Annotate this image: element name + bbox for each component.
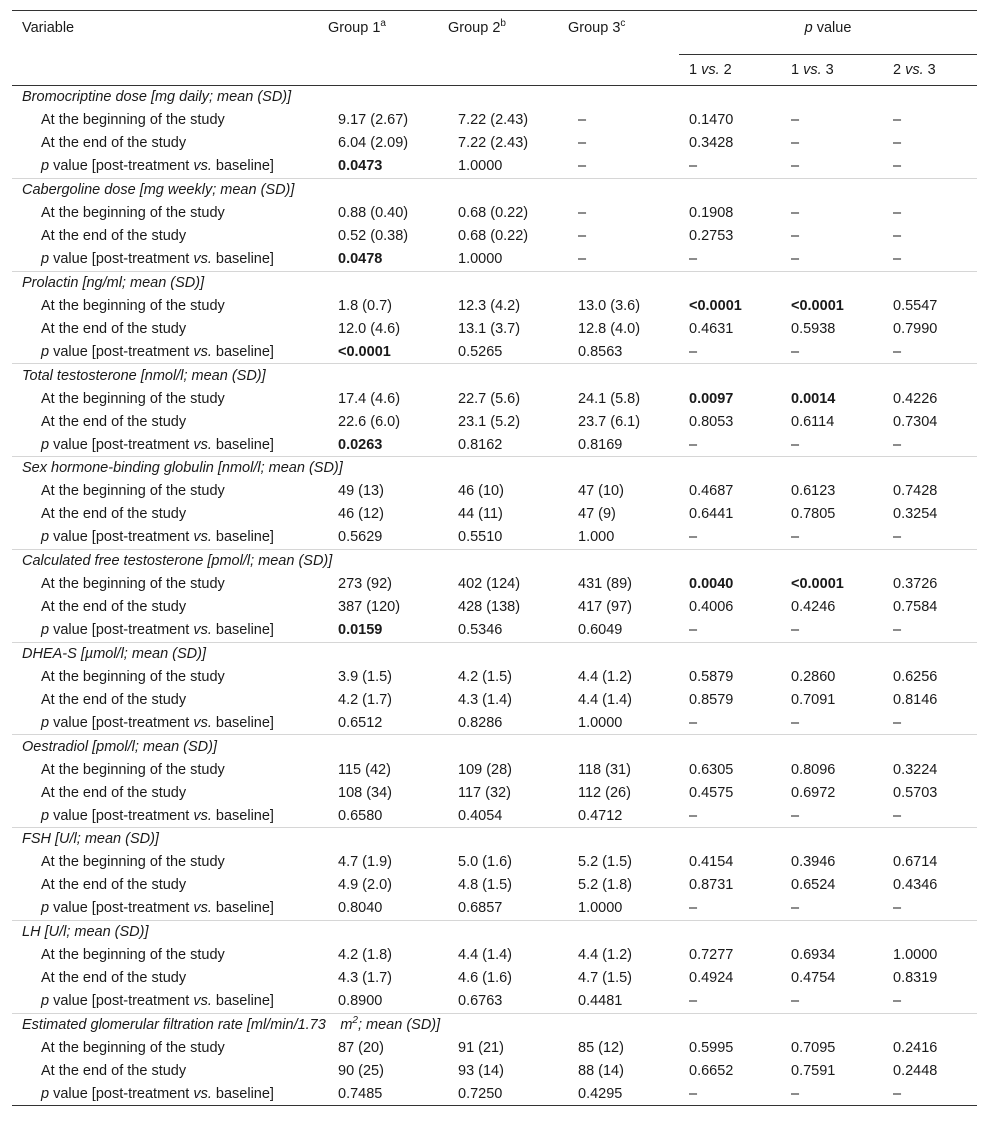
table-row bbox=[12, 712, 977, 735]
table-cell: 0.6114 bbox=[791, 413, 835, 430]
table-cell: 0.88 (0.40) bbox=[338, 205, 409, 222]
table-cell: 109 (28) bbox=[458, 761, 513, 778]
table-row bbox=[12, 665, 977, 688]
table-cell: 0.6049 bbox=[578, 622, 623, 639]
table-cell: 0.4712 bbox=[578, 807, 623, 824]
table-row bbox=[12, 341, 977, 364]
table-cell: 117 (32) bbox=[458, 784, 511, 801]
row-label: At the end of the study bbox=[41, 691, 187, 708]
table-cell: 0.6857 bbox=[458, 900, 503, 917]
table-cell: 0.4295 bbox=[568, 1083, 679, 1106]
table-cell: 5.0 (1.6) bbox=[458, 854, 512, 871]
table-cell: 0.6934 bbox=[791, 947, 836, 964]
table-cell: – bbox=[689, 529, 698, 546]
table-cell: 387 (120) bbox=[338, 599, 401, 616]
table-cell: 1.0000 bbox=[578, 900, 623, 917]
table-cell: – bbox=[893, 112, 902, 129]
row-label: At the end of the study bbox=[41, 599, 187, 616]
table-cell: 0.7250 bbox=[448, 1083, 568, 1106]
table-cell: 44 (11) bbox=[458, 506, 503, 523]
table-cell: 47 (10) bbox=[578, 483, 624, 500]
table-cell: 0.8286 bbox=[458, 714, 503, 731]
table-cell: 9.17 (2.67) bbox=[338, 112, 409, 129]
table-cell: 1.0000 bbox=[578, 714, 623, 731]
table-cell: – bbox=[791, 112, 800, 129]
row-label: At the beginning of the study bbox=[41, 854, 225, 871]
row-label: p value [post-treatment vs. baseline] bbox=[41, 529, 274, 546]
row-label: At the end of the study bbox=[41, 228, 187, 245]
table-cell: – bbox=[578, 251, 587, 268]
table-cell: 12.8 (4.0) bbox=[578, 320, 641, 337]
table-cell: 0.52 (0.38) bbox=[338, 228, 409, 245]
table-cell: – bbox=[893, 343, 902, 360]
table-cell: – bbox=[893, 529, 902, 546]
table-cell: <0.0001 bbox=[791, 576, 844, 593]
table-cell: 0.7485 bbox=[328, 1083, 448, 1106]
table-row bbox=[12, 1083, 977, 1106]
table-cell: 4.4 (1.2) bbox=[578, 668, 632, 685]
table-cell: <0.0001 bbox=[791, 297, 844, 314]
table-cell: 0.8040 bbox=[338, 900, 383, 917]
table-cell: 0.4054 bbox=[458, 807, 503, 824]
table-cell: – bbox=[893, 158, 902, 175]
table-cell: 0.2448 bbox=[893, 1062, 938, 1079]
table-cell: 5.2 (1.5) bbox=[578, 854, 632, 871]
table-cell: – bbox=[791, 807, 800, 824]
header-variable: Variable bbox=[12, 11, 328, 55]
table-cell: 0.6763 bbox=[458, 993, 503, 1010]
table-cell: – bbox=[791, 135, 800, 152]
table-row bbox=[12, 132, 977, 155]
table-row bbox=[12, 990, 977, 1013]
table-cell: 0.6714 bbox=[893, 854, 938, 871]
table-row bbox=[12, 155, 977, 178]
table-cell: 90 (25) bbox=[338, 1062, 384, 1079]
table-cell: 0.0097 bbox=[689, 390, 734, 407]
row-label: p value [post-treatment vs. baseline] bbox=[41, 158, 274, 175]
table-cell: 115 (42) bbox=[338, 761, 391, 778]
table-cell: 0.5703 bbox=[893, 784, 938, 801]
row-label: At the beginning of the study bbox=[41, 205, 225, 222]
table-cell: 0.7095 bbox=[791, 1039, 836, 1056]
table-cell: – bbox=[791, 714, 800, 731]
row-label: At the beginning of the study bbox=[41, 390, 225, 407]
table-cell: 4.7 (1.5) bbox=[578, 970, 632, 987]
table-body bbox=[12, 86, 977, 1106]
table-cell: 85 (12) bbox=[578, 1039, 624, 1056]
header-cmp-1-vs-3: 1 vs. 3 bbox=[781, 55, 883, 86]
table-cell: – bbox=[893, 622, 902, 639]
table-cell: 0.5265 bbox=[458, 343, 503, 360]
table-cell: <0.0001 bbox=[689, 297, 742, 314]
row-label: p value [post-treatment vs. baseline] bbox=[12, 1083, 328, 1106]
table-cell: – bbox=[893, 228, 902, 245]
table-row bbox=[12, 225, 977, 248]
table-cell: 0.2753 bbox=[689, 228, 734, 245]
table-cell: – bbox=[791, 228, 800, 245]
table-row bbox=[12, 294, 977, 317]
header-row-2 bbox=[12, 55, 977, 86]
table-cell: – bbox=[689, 807, 698, 824]
table-row bbox=[12, 758, 977, 781]
section-header-row bbox=[12, 920, 977, 943]
section-title: Sex hormone-binding globulin [nmol/l; mean (SD)] bbox=[12, 457, 977, 480]
header-row-1 bbox=[12, 11, 977, 55]
table-cell: 47 (9) bbox=[578, 506, 616, 523]
table-row bbox=[12, 688, 977, 711]
table-cell: 0.5629 bbox=[338, 529, 383, 546]
table-row bbox=[12, 201, 977, 224]
table-cell: 4.3 (1.7) bbox=[338, 970, 392, 987]
row-label: At the beginning of the study bbox=[41, 576, 225, 593]
table-cell: 0.4575 bbox=[689, 784, 734, 801]
table-cell: 46 (12) bbox=[338, 506, 384, 523]
table-cell: 4.4 (1.4) bbox=[458, 947, 512, 964]
table-cell: – bbox=[893, 900, 902, 917]
table-cell: 7.22 (2.43) bbox=[458, 135, 529, 152]
table-cell: 0.6441 bbox=[689, 506, 734, 523]
table-row bbox=[12, 1059, 977, 1082]
table-cell: 417 (97) bbox=[578, 599, 633, 616]
table-cell: 7.22 (2.43) bbox=[458, 112, 529, 129]
table-row bbox=[12, 874, 977, 897]
table-cell: 0.0473 bbox=[338, 158, 383, 175]
row-label: At the end of the study bbox=[41, 320, 187, 337]
table-row bbox=[12, 526, 977, 549]
table-cell: 4.6 (1.6) bbox=[458, 970, 512, 987]
row-label: p value [post-treatment vs. baseline] bbox=[41, 251, 274, 268]
table-cell: 4.8 (1.5) bbox=[458, 877, 512, 894]
table-cell: – bbox=[791, 251, 800, 268]
section-title: LH [U/l; mean (SD)] bbox=[12, 920, 977, 943]
table-cell: 4.3 (1.4) bbox=[458, 691, 512, 708]
table-cell: 0.3726 bbox=[893, 576, 938, 593]
table-cell: 46 (10) bbox=[458, 483, 504, 500]
row-label: At the beginning of the study bbox=[41, 761, 225, 778]
table-cell: 0.4481 bbox=[578, 993, 623, 1010]
table-cell: 0.8579 bbox=[689, 691, 734, 708]
table-cell: – bbox=[689, 714, 698, 731]
table-cell: 0.2416 bbox=[893, 1039, 938, 1056]
table-cell: 4.4 (1.2) bbox=[578, 947, 632, 964]
table-cell: 0.68 (0.22) bbox=[458, 205, 529, 222]
row-label: At the end of the study bbox=[41, 970, 187, 987]
row-label: At the beginning of the study bbox=[41, 1039, 225, 1056]
row-label: p value [post-treatment vs. baseline] bbox=[41, 993, 274, 1010]
table-row bbox=[12, 596, 977, 619]
table-cell: – bbox=[578, 158, 587, 175]
table-cell: 0.8096 bbox=[791, 761, 836, 778]
table-cell: 108 (34) bbox=[338, 784, 393, 801]
table-cell: 1.0000 bbox=[893, 947, 938, 964]
table-cell: 0.0040 bbox=[689, 576, 734, 593]
table-cell: 0.7428 bbox=[893, 483, 938, 500]
table-cell: 0.8731 bbox=[689, 877, 734, 894]
table-cell: 12.3 (4.2) bbox=[458, 297, 521, 314]
results-table bbox=[12, 10, 977, 1106]
table-cell: 0.7277 bbox=[689, 947, 734, 964]
table-cell: 5.2 (1.8) bbox=[578, 877, 632, 894]
table-cell: 0.5879 bbox=[689, 668, 734, 685]
table-cell: 0.7805 bbox=[791, 506, 836, 523]
table-cell: 3.9 (1.5) bbox=[338, 668, 392, 685]
table-cell: 0.3224 bbox=[893, 761, 938, 778]
table-cell: 0.68 (0.22) bbox=[458, 228, 529, 245]
table-row bbox=[12, 387, 977, 410]
table-row bbox=[12, 503, 977, 526]
table-cell: 0.5510 bbox=[458, 529, 503, 546]
table-cell: 88 (14) bbox=[578, 1062, 624, 1079]
table-cell: 0.4754 bbox=[791, 970, 836, 987]
table-cell: – bbox=[689, 343, 698, 360]
table-row bbox=[12, 897, 977, 920]
table-cell: – bbox=[893, 205, 902, 222]
table-cell: – bbox=[791, 436, 800, 453]
table-cell: – bbox=[791, 993, 800, 1010]
table-cell: 1.8 (0.7) bbox=[338, 297, 392, 314]
table-row bbox=[12, 1036, 977, 1059]
table-cell: 0.6652 bbox=[689, 1062, 734, 1079]
table-cell: 0.8053 bbox=[689, 413, 734, 430]
table-cell: 4.2 (1.7) bbox=[338, 691, 392, 708]
table-cell: – bbox=[689, 251, 698, 268]
table-cell: 0.8146 bbox=[893, 691, 938, 708]
table-cell: 0.6123 bbox=[791, 483, 836, 500]
table-cell: 0.1470 bbox=[689, 112, 734, 129]
table-cell: 431 (89) bbox=[578, 576, 633, 593]
table-row bbox=[12, 248, 977, 271]
table-row bbox=[12, 572, 977, 595]
section-title: Prolactin [ng/ml; mean (SD)] bbox=[12, 271, 977, 294]
row-label: p value [post-treatment vs. baseline] bbox=[41, 714, 274, 731]
table-cell: – bbox=[791, 205, 800, 222]
table-cell: 0.4154 bbox=[689, 854, 734, 871]
section-title: FSH [U/l; mean (SD)] bbox=[12, 828, 977, 851]
row-label: At the beginning of the study bbox=[41, 297, 225, 314]
table-cell: 91 (21) bbox=[458, 1039, 504, 1056]
section-header-row bbox=[12, 457, 977, 480]
row-label: At the end of the study bbox=[41, 506, 187, 523]
table-cell: – bbox=[883, 1083, 977, 1106]
table-cell: – bbox=[689, 993, 698, 1010]
row-label: At the end of the study bbox=[41, 877, 187, 894]
table-cell: – bbox=[791, 158, 800, 175]
row-label: p value [post-treatment vs. baseline] bbox=[41, 622, 274, 639]
table-cell: 0.0478 bbox=[338, 251, 383, 268]
table-row bbox=[12, 317, 977, 340]
section-title: Calculated free testosterone [pmol/l; mean (SD)] bbox=[12, 549, 977, 572]
table-cell: 6.04 (2.09) bbox=[338, 135, 409, 152]
table-cell: – bbox=[578, 228, 587, 245]
table-cell: – bbox=[893, 714, 902, 731]
table-cell: 1.0000 bbox=[458, 158, 503, 175]
section-header-row bbox=[12, 1013, 977, 1036]
table-row bbox=[12, 943, 977, 966]
table-cell: 0.8319 bbox=[893, 970, 938, 987]
row-label: p value [post-treatment vs. baseline] bbox=[41, 807, 274, 824]
table-cell: 13.1 (3.7) bbox=[458, 320, 521, 337]
table-cell: – bbox=[893, 251, 902, 268]
table-cell: 23.1 (5.2) bbox=[458, 413, 521, 430]
table-cell: 118 (31) bbox=[578, 761, 631, 778]
table-cell: – bbox=[689, 436, 698, 453]
table-cell: 0.6512 bbox=[338, 714, 383, 731]
table-cell: 22.7 (5.6) bbox=[458, 390, 521, 407]
section-header-row bbox=[12, 735, 977, 758]
table-cell: – bbox=[893, 807, 902, 824]
header-p-value: p value bbox=[679, 11, 977, 55]
table-row bbox=[12, 619, 977, 642]
section-header-row bbox=[12, 642, 977, 665]
table-cell: <0.0001 bbox=[338, 343, 391, 360]
row-label: At the beginning of the study bbox=[41, 483, 225, 500]
row-label: At the beginning of the study bbox=[41, 947, 225, 964]
table-cell: 0.5547 bbox=[893, 297, 938, 314]
table-cell: 87 (20) bbox=[338, 1039, 384, 1056]
row-label: At the beginning of the study bbox=[41, 668, 225, 685]
table-cell: 17.4 (4.6) bbox=[338, 390, 401, 407]
table-cell: 22.6 (6.0) bbox=[338, 413, 401, 430]
section-header-row bbox=[12, 178, 977, 201]
table-cell: 0.7304 bbox=[893, 413, 938, 430]
table-cell: 4.2 (1.5) bbox=[458, 668, 512, 685]
table-cell: 0.4346 bbox=[893, 877, 938, 894]
row-label: p value [post-treatment vs. baseline] bbox=[41, 343, 274, 360]
table-cell: 0.1908 bbox=[689, 205, 734, 222]
table-cell: 1.0000 bbox=[458, 251, 503, 268]
section-title: Oestradiol [pmol/l; mean (SD)] bbox=[12, 735, 977, 758]
section-title: DHEA-S [µmol/l; mean (SD)] bbox=[12, 642, 977, 665]
table-cell: 0.0263 bbox=[338, 436, 383, 453]
table-cell: – bbox=[791, 529, 800, 546]
section-title: Estimated glomerular filtration rate [ml/min/1.73 $m^2$; mean (SD)] bbox=[12, 1013, 977, 1036]
section-title: Bromocriptine dose [mg daily; mean (SD)] bbox=[22, 89, 292, 106]
table-cell: – bbox=[679, 1083, 781, 1106]
table-cell: – bbox=[689, 158, 698, 175]
table-cell: 1.000 bbox=[578, 529, 615, 546]
table-cell: 0.3254 bbox=[893, 506, 938, 523]
table-cell: 0.6305 bbox=[689, 761, 734, 778]
table-cell: 0.6580 bbox=[338, 807, 383, 824]
row-label: At the beginning of the study bbox=[41, 112, 225, 129]
section-header-row bbox=[12, 549, 977, 572]
table-cell: 4.2 (1.8) bbox=[338, 947, 392, 964]
header-cmp-2-vs-3: 2 vs. 3 bbox=[883, 55, 977, 86]
table-cell: – bbox=[791, 343, 800, 360]
table-cell: – bbox=[893, 135, 902, 152]
table-cell: 4.4 (1.4) bbox=[578, 691, 632, 708]
table-cell: – bbox=[791, 622, 800, 639]
table-cell: – bbox=[781, 1083, 883, 1106]
table-row bbox=[12, 410, 977, 433]
section-header-row bbox=[12, 364, 977, 387]
row-label: p value [post-treatment vs. baseline] bbox=[41, 900, 274, 917]
table-cell: 0.4226 bbox=[893, 390, 938, 407]
table-cell: 0.4687 bbox=[689, 483, 734, 500]
table-cell: 0.5346 bbox=[458, 622, 503, 639]
table-cell: 428 (138) bbox=[458, 599, 521, 616]
table-cell: 273 (92) bbox=[338, 576, 393, 593]
table-cell: – bbox=[893, 993, 902, 1010]
table-cell: 13.0 (3.6) bbox=[578, 297, 641, 314]
header-cmp-1-vs-2: 1 vs. 2 bbox=[679, 55, 781, 86]
table-cell: 49 (13) bbox=[338, 483, 384, 500]
table-cell: 24.1 (5.8) bbox=[578, 390, 641, 407]
table-cell: 0.5995 bbox=[689, 1039, 734, 1056]
table-cell: 12.0 (4.6) bbox=[338, 320, 401, 337]
table-cell: 4.9 (2.0) bbox=[338, 877, 392, 894]
row-label: At the end of the study bbox=[41, 1062, 187, 1079]
table-cell: 0.8563 bbox=[578, 343, 623, 360]
table-cell: 0.8900 bbox=[338, 993, 383, 1010]
table-cell: 112 (26) bbox=[578, 784, 631, 801]
table-row bbox=[12, 480, 977, 503]
row-label: p value [post-treatment vs. baseline] bbox=[41, 436, 274, 453]
table-cell: – bbox=[578, 135, 587, 152]
table-cell: 0.5938 bbox=[791, 320, 836, 337]
table-cell: 0.2860 bbox=[791, 668, 836, 685]
table-cell: 0.8162 bbox=[458, 436, 503, 453]
table-row bbox=[12, 109, 977, 132]
table-cell: – bbox=[689, 900, 698, 917]
table-cell: 0.0159 bbox=[338, 622, 383, 639]
table-cell: 0.7591 bbox=[791, 1062, 836, 1079]
table-cell: – bbox=[689, 622, 698, 639]
table-cell: – bbox=[578, 112, 587, 129]
table-cell: 0.4924 bbox=[689, 970, 734, 987]
section-header-row bbox=[12, 828, 977, 851]
section-header-row bbox=[12, 271, 977, 294]
table-cell: – bbox=[893, 436, 902, 453]
row-label: At the end of the study bbox=[41, 135, 187, 152]
table-cell: 93 (14) bbox=[458, 1062, 504, 1079]
row-label: At the end of the study bbox=[41, 784, 187, 801]
table-cell: 0.6256 bbox=[893, 668, 938, 685]
table-cell: 4.7 (1.9) bbox=[338, 854, 392, 871]
table-cell: 0.6524 bbox=[791, 877, 836, 894]
section-header-row bbox=[12, 86, 977, 109]
table-row bbox=[12, 781, 977, 804]
table-cell: 0.4246 bbox=[791, 599, 836, 616]
table-cell: 23.7 (6.1) bbox=[578, 413, 641, 430]
table-row bbox=[12, 804, 977, 827]
table-cell: 0.6972 bbox=[791, 784, 836, 801]
header-group-2: Group 2$^b$ bbox=[448, 11, 568, 55]
header-group-3: Group 3$^c$ bbox=[568, 11, 679, 55]
table-row bbox=[12, 967, 977, 990]
table-row bbox=[12, 851, 977, 874]
table-cell: 0.3946 bbox=[791, 854, 836, 871]
table-header bbox=[12, 11, 977, 86]
table-cell: 402 (124) bbox=[458, 576, 521, 593]
row-label: At the end of the study bbox=[41, 413, 187, 430]
section-title: Cabergoline dose [mg weekly; mean (SD)] bbox=[12, 178, 977, 201]
table-cell: 0.4631 bbox=[689, 320, 734, 337]
table-cell: 0.8169 bbox=[578, 436, 623, 453]
header-group-1: Group 1$^a$ bbox=[328, 11, 448, 55]
table-cell: – bbox=[791, 900, 800, 917]
section-title: Total testosterone [nmol/l; mean (SD)] bbox=[12, 364, 977, 387]
table-cell: 0.0014 bbox=[791, 390, 836, 407]
table-cell: 0.3428 bbox=[689, 135, 734, 152]
table-cell: 0.7091 bbox=[791, 691, 836, 708]
table-cell: 0.4006 bbox=[689, 599, 734, 616]
table-cell: – bbox=[578, 205, 587, 222]
table-row bbox=[12, 433, 977, 456]
table-cell: 0.7990 bbox=[893, 320, 938, 337]
table-cell: 0.7584 bbox=[893, 599, 938, 616]
